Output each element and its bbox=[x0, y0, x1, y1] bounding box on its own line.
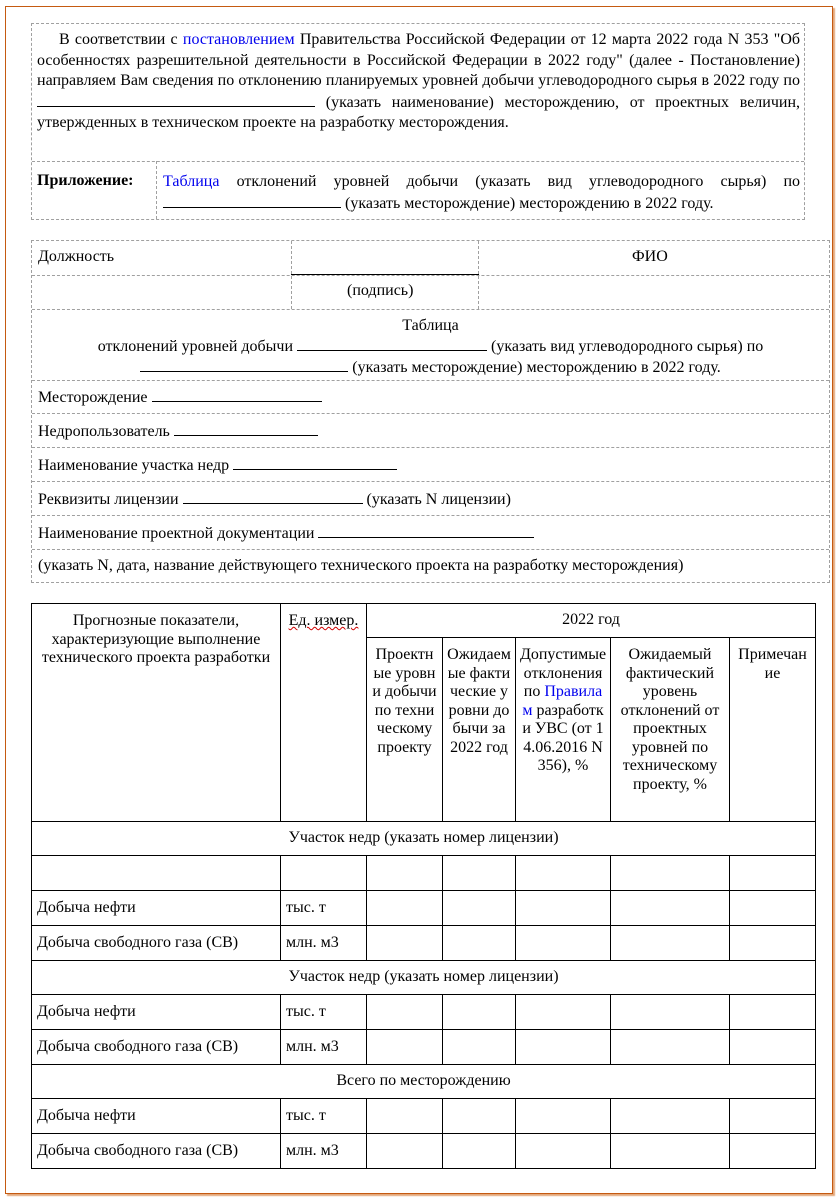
table-cell[interactable] bbox=[730, 1030, 816, 1065]
row-label: Добыча нефти bbox=[32, 891, 281, 926]
doc-row: Наименование проектной документации bbox=[38, 523, 534, 543]
table-cell[interactable] bbox=[611, 891, 730, 926]
license-input-blank[interactable] bbox=[183, 489, 363, 504]
table-cell[interactable] bbox=[730, 1134, 816, 1169]
table-cell[interactable] bbox=[730, 856, 816, 891]
divider bbox=[156, 161, 157, 219]
table-cell[interactable] bbox=[443, 856, 516, 891]
table-cell[interactable] bbox=[516, 995, 611, 1030]
table-cell[interactable] bbox=[611, 1030, 730, 1065]
appendix-text: Таблица отклонений уровней добычи (указать вид углеводородного сырья) по (указать месторождение) месторождению в 2022 году. bbox=[163, 173, 801, 212]
table-cell[interactable] bbox=[367, 1030, 443, 1065]
plot-input-blank[interactable] bbox=[233, 455, 397, 470]
row-unit: млн. м3 bbox=[281, 1134, 367, 1169]
header-expected-deviation: Ожидаемый фактический уровень отклонений от проектных уровней по техническому проекту, % bbox=[611, 638, 730, 822]
row-label: Добыча нефти bbox=[32, 995, 281, 1030]
position-label: Должность bbox=[38, 248, 115, 265]
table-cell[interactable] bbox=[443, 1030, 516, 1065]
divider bbox=[32, 515, 829, 516]
divider bbox=[32, 309, 829, 310]
table-cell[interactable] bbox=[367, 926, 443, 961]
divider bbox=[32, 413, 829, 414]
table-cell[interactable] bbox=[611, 1134, 730, 1169]
divider bbox=[32, 275, 829, 276]
table-link[interactable]: Таблица bbox=[163, 173, 220, 190]
table-row bbox=[32, 891, 816, 926]
table-cell[interactable] bbox=[367, 1099, 443, 1134]
table-cell[interactable] bbox=[516, 856, 611, 891]
table-cell[interactable] bbox=[516, 1134, 611, 1169]
signature-info-block bbox=[31, 240, 830, 583]
table-cell[interactable] bbox=[730, 995, 816, 1030]
table-row bbox=[32, 1099, 816, 1134]
row-label: Добыча нефти bbox=[32, 1099, 281, 1134]
user-input-blank[interactable] bbox=[174, 421, 318, 436]
header-unit: Ед. измер. bbox=[281, 604, 367, 822]
table-row bbox=[32, 926, 816, 961]
doc-input-blank[interactable] bbox=[318, 523, 534, 538]
table-cell[interactable] bbox=[730, 926, 816, 961]
row-unit: тыс. т bbox=[281, 1099, 367, 1134]
plot-row: Наименование участка недр bbox=[38, 455, 397, 475]
header-expected-levels: Ожидаемые фактические уровни добычи за 2022 год bbox=[443, 638, 516, 822]
section-total: Всего по месторождению bbox=[32, 1065, 816, 1099]
divider bbox=[32, 161, 804, 162]
divider bbox=[32, 481, 829, 482]
row-unit: тыс. т bbox=[281, 995, 367, 1030]
table-row bbox=[32, 1030, 816, 1065]
resource-type-blank[interactable] bbox=[297, 336, 487, 351]
divider bbox=[32, 549, 829, 550]
doc-hint: (указать N, дата, название действующего технического проекта на разработку месторождения) bbox=[38, 557, 684, 574]
divider bbox=[32, 380, 829, 381]
header-year: 2022 год bbox=[367, 604, 816, 638]
table-row bbox=[32, 856, 816, 891]
table-cell[interactable] bbox=[516, 926, 611, 961]
table-cell[interactable] bbox=[367, 1134, 443, 1169]
rules-link[interactable]: Правилам bbox=[522, 683, 603, 719]
section-plot-1: Участок недр (указать номер лицензии) bbox=[32, 822, 816, 856]
row-unit: тыс. т bbox=[281, 891, 367, 926]
row-label: Добыча свободного газа (СВ) bbox=[32, 926, 281, 961]
header-projected-levels: Проектные уровни добычи по техническому проекту bbox=[367, 638, 443, 822]
table-cell[interactable] bbox=[730, 1099, 816, 1134]
license-row: Реквизиты лицензии (указать N лицензии) bbox=[38, 491, 511, 508]
field-row: Месторождение bbox=[38, 387, 322, 407]
row-label: Добыча свободного газа (СВ) bbox=[32, 1030, 281, 1065]
table-cell[interactable] bbox=[611, 1099, 730, 1134]
appendix-label: Приложение: bbox=[37, 172, 134, 189]
table-cell[interactable] bbox=[611, 856, 730, 891]
table-cell[interactable] bbox=[443, 1134, 516, 1169]
signature-line[interactable] bbox=[291, 274, 479, 275]
intro-block bbox=[31, 23, 805, 220]
header-indicators: Прогнозные показатели, характеризующие выполнение технического проекта разработки bbox=[32, 604, 281, 822]
deviation-table bbox=[31, 603, 816, 1169]
section-plot-2: Участок недр (указать номер лицензии) bbox=[32, 961, 816, 995]
table-cell[interactable] bbox=[611, 926, 730, 961]
table-cell[interactable] bbox=[443, 891, 516, 926]
table-cell[interactable] bbox=[367, 995, 443, 1030]
table-cell[interactable] bbox=[516, 1099, 611, 1134]
user-row: Недропользователь bbox=[38, 421, 318, 441]
row-unit: млн. м3 bbox=[281, 926, 367, 961]
table-cell[interactable] bbox=[516, 1030, 611, 1065]
table-cell[interactable] bbox=[443, 926, 516, 961]
table-cell[interactable] bbox=[516, 891, 611, 926]
signature-caption: (подпись) bbox=[347, 282, 414, 299]
table-cell[interactable] bbox=[367, 856, 443, 891]
table-row bbox=[32, 1134, 816, 1169]
header-notes: Примечание bbox=[730, 638, 816, 822]
field-blank[interactable] bbox=[140, 357, 348, 372]
field-name-blank[interactable] bbox=[37, 92, 315, 107]
table-cell[interactable] bbox=[611, 995, 730, 1030]
table-cell[interactable] bbox=[281, 856, 367, 891]
row-label: Добыча свободного газа (СВ) bbox=[32, 1134, 281, 1169]
table-cell[interactable] bbox=[443, 1099, 516, 1134]
header-allowed-deviations: Допустимые отклонения по Правилам разработки УВС (от 14.06.2016 N 356), % bbox=[516, 638, 611, 822]
fio-label: ФИО bbox=[632, 248, 668, 265]
divider bbox=[32, 447, 829, 448]
table-row bbox=[32, 995, 816, 1030]
table-cell[interactable] bbox=[730, 891, 816, 926]
resolution-link[interactable]: постановлением bbox=[182, 31, 295, 48]
table-cell[interactable] bbox=[367, 891, 443, 926]
table-title: Таблица отклонений уровней добычи (указать вид углеводородного сырья) по (указать месторождение) месторождению в 2022 году. bbox=[97, 317, 764, 376]
field-input-blank[interactable] bbox=[152, 387, 322, 402]
row-unit: млн. м3 bbox=[281, 1030, 367, 1065]
field-blank[interactable] bbox=[163, 193, 341, 208]
table-cell[interactable] bbox=[443, 995, 516, 1030]
table-cell[interactable] bbox=[32, 856, 281, 891]
intro-paragraph: В соответствии с постановлением Правительства Российской Федерации от 12 марта 2022 года N 353 "Об особенностях разрешительной деятельности в Российской Федерации в 2022 году" (далее - Постановление) направляем Вам сведения по отклонению планируемых уровней добычи углеводородного сырья в 2022 году по (указать наименование) месторождению, от проектных величин, утвержденных в техническом проекте на разработку месторождения. bbox=[37, 31, 801, 131]
